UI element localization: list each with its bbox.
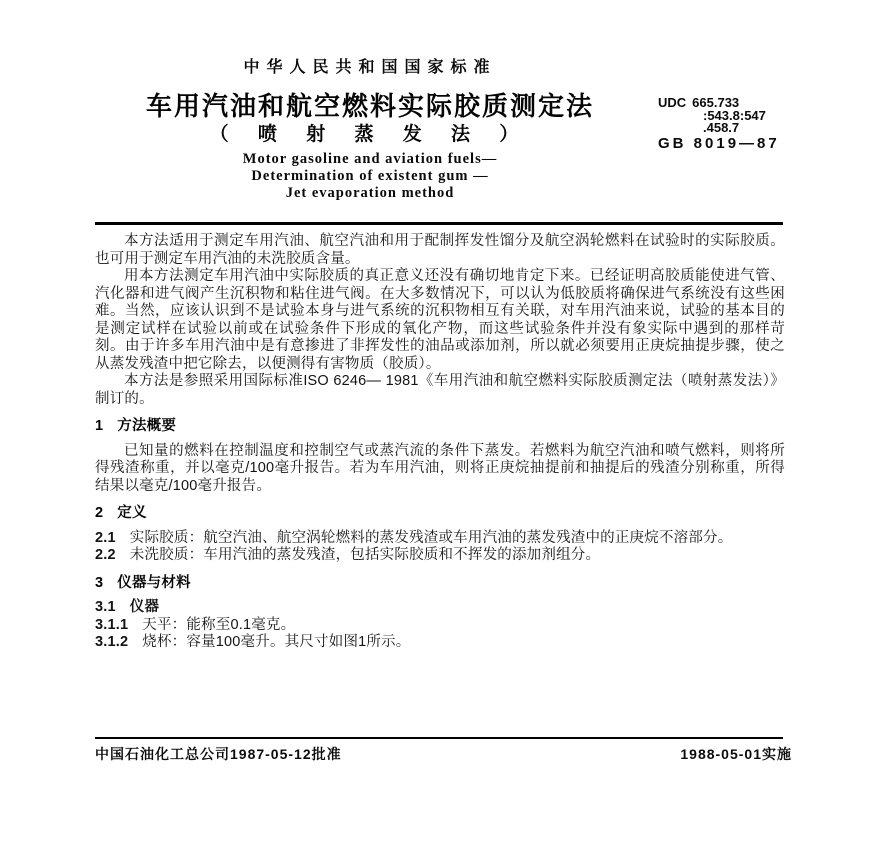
clause-3-1-1 xyxy=(95,617,785,635)
udc-line-2: :543.8:547 xyxy=(703,107,766,123)
udc-classification-block xyxy=(658,97,798,150)
section-1-heading xyxy=(95,418,785,436)
clause-3-1-text: 仪器 xyxy=(129,599,160,615)
clause-2-1 xyxy=(95,530,785,548)
udc-label: UDC xyxy=(658,95,687,110)
effective-date-note: 1988-05-01实施 xyxy=(680,746,792,762)
document-title-en xyxy=(95,151,645,202)
clause-3-1-2-text: 烧杯：容量100毫升。其尺寸如图1所示。 xyxy=(142,634,411,650)
section-3-heading xyxy=(95,575,785,593)
section-1-paragraph: 已知量的燃料在控制温度和控制空气或蒸汽流的条件下蒸发。若燃料为航空汽油和喷气燃料，则将所得残渣称重，并以毫克/100毫升报告。若为车用汽油，则将正庚烷抽提前和抽提后的残渣分别称重，所得结果以毫克/100毫升报告。 xyxy=(95,442,785,494)
intro-paragraph-2: 用本方法测定车用汽油中实际胶质的真正意义还没有确切地肯定下来。已经证明高胶质能使进气管、汽化器和进气阀产生沉积物和粘住进气阀。在大多数情况下，可以认为低胶质将确保进气系统没有这些困难。当然，应该认识到不是试验本身与进气系统的沉积物相互有关联，对车用汽油来说，试验的基本目的是测定试样在试验以前或在试验条件下形成的氧化产物，而这些试验条件并没有象实际中遇到的那样苛刻。由于许多车用汽油中是有意掺进了非挥发性的油品或添加剂，所以就必须要用正庚烷抽提步骤，使之从蒸发残渣中把它除去，以便测得有害物质（胶质）。 xyxy=(95,268,785,372)
clause-2-1-text: 实际胶质：航空汽油、航空涡轮燃料的蒸发残渣或车用汽油的蒸发残渣中的正庚烷不溶部分。 xyxy=(129,529,733,546)
intro-paragraph-1: 本方法适用于测定车用汽油、航空汽油和用于配制挥发性馏分及航空涡轮燃料在试验时的实际胶质。也可用于测定车用汽油的未洗胶质含量。 xyxy=(95,233,785,267)
section-3-title: 仪器与材料 xyxy=(117,574,191,591)
udc-number: 665.733 xyxy=(692,95,740,110)
clause-3-1-1-number: 3.1.1 xyxy=(95,616,129,633)
approval-note: 中国石油化工总公司1987-05-12批准 xyxy=(95,746,342,762)
clause-2-2-text: 未洗胶质：车用汽油的蒸发残渣，包括实际胶质和不挥发的添加剂组分。 xyxy=(129,547,601,563)
national-standard-label: 中华人民共和国国家标准 xyxy=(243,59,497,76)
document-title-cn: 车用汽油和航空燃料实际胶质测定法 xyxy=(145,91,594,121)
clause-3-1-1-text: 天平：能称至0.1毫克。 xyxy=(142,616,296,633)
intro-paragraph-3: 本方法是参照采用国际标准ISO 6246— 1981《车用汽油和航空燃料实际胶质测定法（喷射蒸发法）》制订的。 xyxy=(95,373,785,407)
clause-3-1 xyxy=(95,599,785,617)
section-1-number: 1 xyxy=(95,418,104,434)
section-3-number: 3 xyxy=(95,574,104,591)
clause-3-1-2-number: 3.1.2 xyxy=(95,634,129,650)
title-en-line-3: Jet evaporation method xyxy=(285,185,455,201)
clause-2-1-number: 2.1 xyxy=(95,529,116,546)
footer xyxy=(95,744,792,764)
udc-line-3: .458.7 xyxy=(703,120,740,135)
standard-number: GB 8019—87 xyxy=(658,134,780,152)
clause-2-2 xyxy=(95,547,785,565)
section-2-heading xyxy=(95,505,785,523)
section-2-number: 2 xyxy=(95,505,104,521)
clause-2-2-number: 2.2 xyxy=(95,547,116,563)
document-subtitle-cn: （ 喷 射 蒸 发 法 ） xyxy=(209,124,531,145)
header-divider-rule xyxy=(95,222,783,225)
document-body xyxy=(95,233,785,652)
clause-3-1-number: 3.1 xyxy=(95,599,116,615)
section-2-title: 定义 xyxy=(117,505,147,521)
section-1-title: 方法概要 xyxy=(117,418,177,434)
title-en-line-2: Determination of existent gum — xyxy=(251,168,489,184)
title-en-line-1: Motor gasoline and aviation fuels— xyxy=(242,151,498,167)
clause-3-1-2 xyxy=(95,634,785,652)
footer-divider-rule xyxy=(95,737,783,739)
